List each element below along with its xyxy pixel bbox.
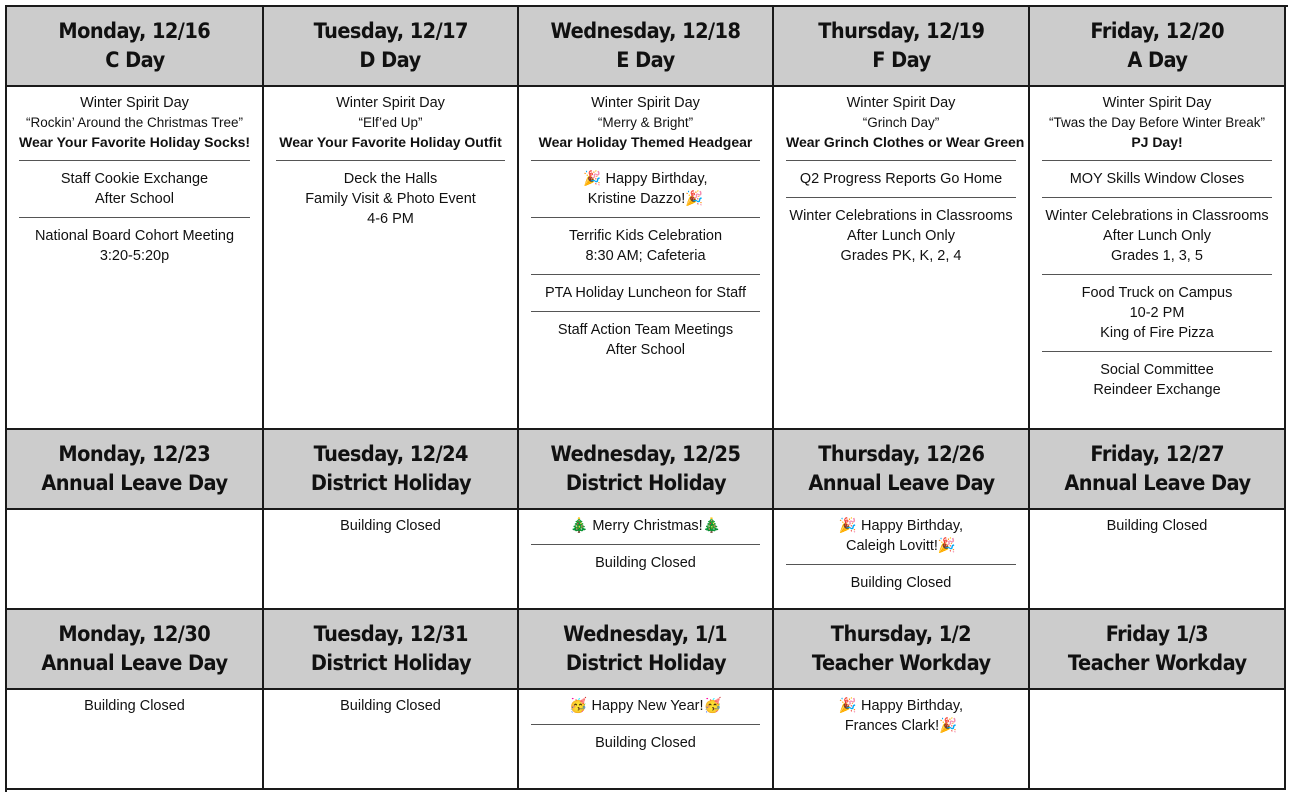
day-header [1030, 610, 1286, 690]
day-header [519, 430, 774, 510]
event-item [1042, 516, 1272, 536]
day-type: Annual Leave Day [41, 651, 228, 676]
event-line: 4-6 PM [367, 211, 414, 227]
day-date: Wednesday, 12/18 [550, 19, 741, 44]
day-events [7, 690, 264, 790]
day-events [774, 87, 1030, 430]
event-item [531, 274, 760, 303]
day-header [774, 7, 1030, 87]
day-type: Annual Leave Day [807, 471, 995, 496]
event-line: Winter Spirit Day [80, 95, 189, 111]
day-date: Monday, 12/16 [58, 19, 211, 44]
event-line: 🥳 Happy New Year!🥳 [569, 698, 722, 714]
day-type: Teacher Workday [1067, 651, 1247, 676]
event-line: Building Closed [340, 698, 441, 714]
event-line: Winter Celebrations in Classrooms [789, 208, 1013, 224]
day-date: Wednesday, 12/25 [550, 442, 741, 467]
day-date: Monday, 12/30 [58, 622, 211, 647]
day-events [264, 690, 519, 790]
day-header [7, 430, 264, 510]
event-line: MOY Skills Window Closes [1069, 171, 1245, 187]
day-events [519, 87, 774, 430]
event-line: Wear Holiday Themed Headgear [538, 134, 753, 150]
event-line: 🎉 Happy Birthday, [838, 518, 964, 534]
day-header [774, 430, 1030, 510]
event-line: Building Closed [850, 575, 952, 591]
event-item [786, 93, 1025, 152]
event-line: Building Closed [340, 518, 441, 534]
event-item [786, 197, 1016, 266]
day-type: E Day [616, 48, 675, 73]
day-events [1030, 690, 1286, 790]
event-line: Family Visit & Photo Event [305, 191, 476, 207]
day-events [1030, 87, 1286, 430]
event-line: After School [606, 342, 685, 358]
day-type: A Day [1126, 48, 1188, 73]
event-line: Terrific Kids Celebration [568, 228, 723, 244]
day-events [7, 87, 264, 430]
day-events [774, 510, 1030, 610]
event-line: “Rockin’ Around the Christmas Tree” [25, 115, 244, 130]
event-line: Winter Spirit Day [846, 95, 956, 111]
event-line: PTA Holiday Luncheon for Staff [545, 285, 746, 301]
event-item [531, 724, 760, 753]
day-header [7, 7, 264, 87]
day-events [1030, 510, 1286, 610]
event-line: “Merry & Bright” [597, 115, 694, 130]
event-line: After Lunch Only [1103, 228, 1211, 244]
event-line: Winter Spirit Day [591, 95, 700, 111]
day-type: District Holiday [565, 471, 726, 496]
event-line: 3:20-5:20p [99, 248, 170, 264]
event-line: Winter Spirit Day [336, 95, 445, 111]
day-header [774, 610, 1030, 690]
event-line: Winter Celebrations in Classrooms [1045, 208, 1269, 224]
day-type: C Day [104, 48, 165, 73]
day-header [264, 610, 519, 690]
day-type: District Holiday [310, 471, 471, 496]
day-date: Thursday, 12/19 [817, 19, 985, 44]
day-type: F Day [871, 48, 931, 73]
calendar [5, 5, 1287, 791]
event-line: After Lunch Only [847, 228, 955, 244]
event-item [276, 93, 505, 152]
day-header [1030, 7, 1286, 87]
event-line: Reindeer Exchange [1093, 382, 1221, 398]
day-date: Tuesday, 12/24 [313, 442, 468, 467]
day-type: Annual Leave Day [1063, 471, 1251, 496]
event-line: Wear Grinch Clothes or Wear Green [786, 134, 1025, 150]
event-line: Building Closed [595, 735, 696, 751]
event-line: Grades 1, 3, 5 [1111, 248, 1203, 264]
event-line: National Board Cohort Meeting [34, 228, 235, 244]
event-item [1042, 160, 1272, 189]
event-line: Deck the Halls [343, 171, 438, 187]
day-date: Tuesday, 12/17 [313, 19, 468, 44]
event-line: “Elf’ed Up” [358, 115, 423, 130]
event-item [276, 160, 505, 229]
event-line: 🎉 Happy Birthday, [583, 171, 708, 187]
event-item [786, 516, 1016, 556]
event-item [19, 93, 250, 152]
event-line: Kristine Dazzo!🎉 [587, 191, 704, 207]
event-item [276, 696, 505, 716]
day-date: Wednesday, 1/1 [563, 622, 728, 647]
day-header [264, 7, 519, 87]
event-item [276, 516, 505, 536]
event-item [19, 217, 250, 266]
event-line: King of Fire Pizza [1100, 325, 1214, 341]
event-line: “Grinch Day” [862, 115, 940, 130]
day-date: Thursday, 12/26 [817, 442, 985, 467]
event-line: PJ Day! [1131, 134, 1183, 150]
day-type: Annual Leave Day [41, 471, 228, 496]
day-type: District Holiday [565, 651, 726, 676]
event-line: 10-2 PM [1129, 305, 1185, 321]
event-line: After School [95, 191, 174, 207]
event-item [531, 696, 760, 716]
event-item [1042, 274, 1272, 343]
day-header [519, 610, 774, 690]
event-line: Social Committee [1100, 362, 1214, 378]
day-date: Friday 1/3 [1105, 622, 1209, 647]
event-item [531, 93, 760, 152]
event-line: Winter Spirit Day [1102, 95, 1212, 111]
event-line: Staff Cookie Exchange [60, 171, 209, 187]
calendar-grid [5, 5, 1288, 792]
event-item [531, 544, 760, 573]
day-events [519, 690, 774, 790]
event-line: Building Closed [595, 555, 696, 571]
event-item [1042, 351, 1272, 400]
event-line: Grades PK, K, 2, 4 [840, 248, 962, 264]
event-line: Caleigh Lovitt!🎉 [846, 538, 956, 554]
day-date: Monday, 12/23 [58, 442, 211, 467]
event-line: Staff Action Team Meetings [557, 322, 734, 338]
day-header [7, 610, 264, 690]
day-header [264, 430, 519, 510]
event-item [531, 217, 760, 266]
day-type: District Holiday [310, 651, 471, 676]
event-item [1042, 197, 1272, 266]
event-item [786, 696, 1016, 736]
day-header [519, 7, 774, 87]
day-events [774, 690, 1030, 790]
event-line: Wear Your Favorite Holiday Socks! [19, 134, 251, 150]
day-header [1030, 430, 1286, 510]
day-events [7, 510, 264, 610]
event-line: “Twas the Day Before Winter Break” [1048, 115, 1266, 130]
event-item [1042, 93, 1272, 152]
event-item [19, 160, 250, 209]
event-item [531, 516, 760, 536]
event-item [786, 160, 1016, 189]
event-line: 8:30 AM; Cafeteria [585, 248, 706, 264]
day-date: Friday, 12/27 [1090, 442, 1224, 467]
event-line: Q2 Progress Reports Go Home [799, 171, 1003, 187]
event-line: Building Closed [1106, 518, 1208, 534]
event-item [19, 696, 250, 716]
event-line: 🎉 Happy Birthday, [838, 698, 964, 714]
event-item [786, 564, 1016, 593]
event-line: Wear Your Favorite Holiday Outfit [279, 134, 502, 150]
day-events [264, 87, 519, 430]
day-events [264, 510, 519, 610]
day-date: Tuesday, 12/31 [313, 622, 468, 647]
event-line: Frances Clark!🎉 [844, 718, 958, 734]
event-line: Food Truck on Campus [1081, 285, 1233, 301]
event-item [531, 311, 760, 360]
event-line: 🎄 Merry Christmas!🎄 [570, 518, 721, 534]
day-type: D Day [359, 48, 422, 73]
day-type: Teacher Workday [811, 651, 991, 676]
day-date: Thursday, 1/2 [830, 622, 972, 647]
day-events [519, 510, 774, 610]
event-line: Building Closed [84, 698, 185, 714]
day-date: Friday, 12/20 [1090, 19, 1224, 44]
event-item [531, 160, 760, 209]
